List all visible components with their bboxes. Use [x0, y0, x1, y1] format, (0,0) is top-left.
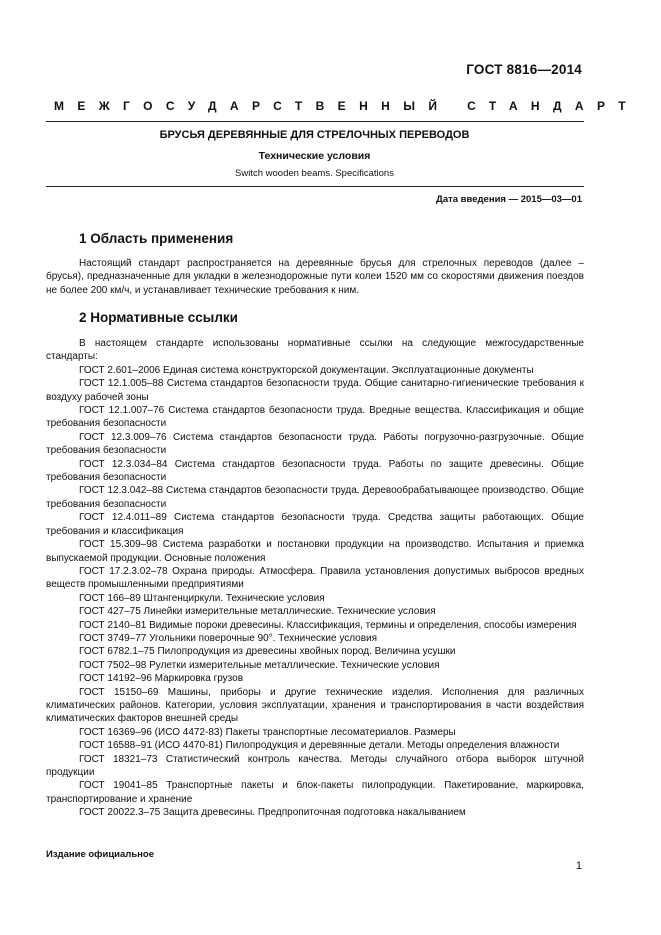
edition-note: Издание официальное	[46, 849, 154, 860]
reference-item: ГОСТ 2.601–2006 Единая система конструкторской документации. Эксплуатационные документы	[79, 364, 534, 376]
document-subtitle: Технические условия	[258, 150, 371, 162]
section-1-paragraph: Настоящий стандарт распространяется на деревянные брусья для стрелочных переводов (далее – брусья), предназначенные для укладки в железнодорожные пути колеи 1520 мм со скоростями движения поездов не более 200 км/ч, и устанавливает технические требования к ним.	[46, 258, 584, 296]
standard-code: ГОСТ 8816—2014	[466, 62, 582, 77]
section-2-intro: В настоящем стандарте использованы нормативные ссылки на следующие межгосударственные стандарты:	[46, 338, 584, 363]
standard-kind-heading: МЕЖГОСУДАРСТВЕННЫЙ СТАНДАРТ	[54, 99, 639, 113]
reference-item: ГОСТ 12.3.009–76 Система стандартов безопасности труда. Работы погрузочно-разгрузочные. Общие требования безопасности	[46, 431, 584, 457]
reference-item: ГОСТ 15150–69 Машины, приборы и другие технические изделия. Исполнения для различных климатических районов. Категории, условия эксплуатации, хранения и транспортирования в части воздействия климатических факторов внешней среды	[46, 686, 584, 725]
reference-item: ГОСТ 7502–98 Рулетки измерительные металлические. Технические условия	[79, 659, 440, 671]
section-1-body	[46, 257, 584, 297]
reference-item: ГОСТ 2140–81 Видимые пороки древесины. Классификация, термины и определения, способы измерения	[79, 619, 577, 631]
section-1-heading: 1 Область применения	[79, 231, 234, 246]
reference-item: ГОСТ 427–75 Линейки измерительные металлические. Технические условия	[79, 606, 436, 618]
section-2-body	[46, 337, 584, 820]
reference-list	[46, 364, 584, 820]
reference-item: ГОСТ 19041–85 Транспортные пакеты и блок-пакеты пилопродукции. Пакетирование, маркировка, транспортирование и хранение	[46, 780, 584, 805]
reference-item: ГОСТ 12.3.034–84 Система стандартов безопасности труда. Работы по защите древесины. Общие требования безопасности	[46, 458, 584, 484]
introduction-date: Дата введения — 2015—03—01	[436, 194, 582, 205]
reference-item: ГОСТ 3749–77 Угольники поверочные 90°. Технические условия	[79, 632, 378, 644]
reference-item: ГОСТ 15.309–98 Система разработки и постановки продукции на производство. Испытания и приемка выпускаемой продукции. Основные положения	[46, 539, 584, 564]
section-2-heading: 2 Нормативные ссылки	[79, 310, 238, 325]
reference-item: ГОСТ 12.3.042–88 Система стандартов безопасности труда. Деревообрабатывающее производство. Общие требования безопасности	[46, 485, 584, 510]
reference-item: ГОСТ 17.2.3.02–78 Охрана природы. Атмосфера. Правила установления допустимых выбросов вредных веществ промышленными предприятиями	[46, 565, 584, 591]
title-divider	[46, 186, 584, 187]
reference-item: ГОСТ 20022.3–75 Защита древесины. Предпропиточная подготовка накалыванием	[79, 807, 466, 819]
reference-item: ГОСТ 16588–91 (ИСО 4470-81) Пилопродукция и деревянные детали. Методы определения влажности	[79, 740, 560, 752]
reference-item: ГОСТ 12.1.007–76 Система стандартов безопасности труда. Вредные вещества. Классификация и общие требования безопасности	[46, 405, 584, 430]
reference-item: ГОСТ 6782.1–75 Пилопродукция из древесины хвойных пород. Величина усушки	[79, 646, 456, 658]
page-number: 1	[575, 860, 582, 872]
document-title: БРУСЬЯ ДЕРЕВЯННЫЕ ДЛЯ СТРЕЛОЧНЫХ ПЕРЕВОДОВ	[159, 129, 470, 141]
reference-item: ГОСТ 16369–96 (ИСО 4472-83) Пакеты транспортные лесоматериалов. Размеры	[79, 726, 456, 738]
reference-item: ГОСТ 12.4.011–89 Система стандартов безопасности труда. Средства защиты работающих. Общие требования и классификация	[46, 512, 584, 537]
reference-item: ГОСТ 14192–96 Маркировка грузов	[79, 673, 244, 685]
english-title: Switch wooden beams. Specifications	[235, 168, 394, 179]
top-divider	[46, 121, 584, 122]
reference-item: ГОСТ 18321–73 Статистический контроль качества. Методы случайного отбора выборок штучной продукции	[46, 753, 584, 778]
reference-item: ГОСТ 166–89 Штангенциркули. Технические условия	[79, 592, 325, 604]
reference-item: ГОСТ 12.1.005–88 Система стандартов безопасности труда. Общие санитарно-гигиенические требования к воздуху рабочей зоны	[46, 378, 584, 403]
